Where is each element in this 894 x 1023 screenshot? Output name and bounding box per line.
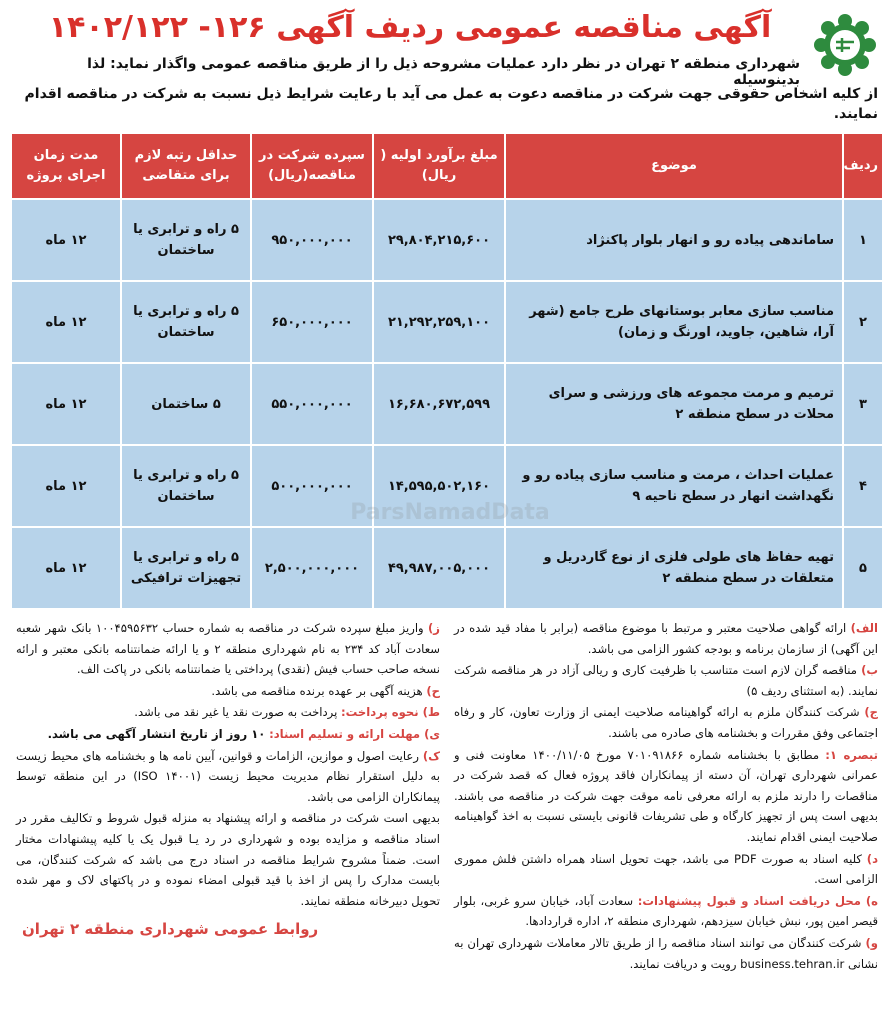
header-duration: مدت زمان اجرای پروژه bbox=[11, 133, 121, 199]
condition-label: ح) bbox=[426, 683, 440, 698]
condition-text: هزینه آگهی بر عهده برنده مناقصه می باشد. bbox=[211, 683, 423, 698]
row-deposit: ۹۵۰,۰۰۰,۰۰۰ bbox=[251, 199, 373, 281]
footer-signature: روابط عمومی شهرداری منطقه ۲ تهران bbox=[22, 920, 319, 939]
condition-text: کلیه اسناد به صورت PDF می باشد، جهت تحویل اسناد همراه داشتن فلش مموری الزامی است. bbox=[454, 851, 878, 887]
row-amount: ۱۶,۶۸۰,۶۷۲,۵۹۹ bbox=[373, 363, 505, 445]
row-subject: ترمیم و مرمت مجموعه های ورزشی و سرای محلات در سطح منطقه ۲ bbox=[505, 363, 843, 445]
row-deposit: ۲,۵۰۰,۰۰۰,۰۰۰ bbox=[251, 527, 373, 609]
row-duration: ۱۲ ماه bbox=[11, 363, 121, 445]
table-header-row bbox=[11, 133, 883, 199]
condition-text: شرکت کنندگان ملزم به ارائه گواهینامه صلاحیت ایمنی از وزارت تعاون، کار و رفاه اجتماعی وفق مقررات و بخشنامه های صادره می باشند. bbox=[454, 705, 878, 740]
row-subject: تهیه حفاظ های طولی فلزی از نوع گاردریل و متعلقات در سطح منطقه ۲ bbox=[505, 527, 843, 609]
row-rank: ۵ راه و ترابری یا ساختمان bbox=[121, 281, 251, 363]
condition-label: ج) bbox=[864, 705, 879, 720]
condition-text: ۱۰ روز از تاریخ انتشار آگهی می باشد. bbox=[47, 726, 266, 741]
condition-text: مناقصه گران لازم است متناسب با ظرفیت کاری و ریالی آزاد در هر مناقصه شرکت نمایند. (به استثنای ردیف ۵) bbox=[454, 663, 878, 698]
conditions-right-column bbox=[454, 618, 878, 975]
tehran-municipality-logo bbox=[812, 12, 878, 78]
row-subject: ساماندهی پیاده رو و انهار بلوار پاکنژاد bbox=[505, 199, 843, 281]
condition-item bbox=[16, 724, 440, 745]
intro-line-2: از کلیه اشخاص حقوقی جهت شرکت در مناقصه دعوت به عمل می آید با رعایت شرایط ذیل نسبت به شرکت در مناقصه اقدام نمایند. bbox=[24, 86, 878, 122]
condition-item bbox=[454, 745, 878, 848]
row-number: ۵ bbox=[843, 527, 883, 609]
condition-label: ک) bbox=[422, 748, 440, 763]
row-amount: ۱۴,۵۹۵,۵۰۲,۱۶۰ bbox=[373, 445, 505, 527]
intro-line-1: شهرداری منطقه ۲ تهران در نظر دارد عملیات مشروحه ذیل را از طریق مناقصه عمومی واگذار نماید: لذا بدینوسیله bbox=[87, 56, 800, 88]
condition-item bbox=[454, 933, 878, 974]
row-rank: ۵ راه و ترابری یا تجهیزات ترافیکی bbox=[121, 527, 251, 609]
table-row bbox=[11, 363, 883, 445]
header-rank: حداقل رتبه لازم برای متقاضی bbox=[121, 133, 251, 199]
condition-label: ط) نحوه پرداخت: bbox=[341, 705, 440, 720]
table-row bbox=[11, 527, 883, 609]
condition-label: د) bbox=[866, 851, 879, 866]
condition-text: رعایت اصول و موازین، الزامات و قوانین، آیین نامه ها و بخشنامه های محیط زیست به دلیل استقرار نظام مدیریت محیط زیست (ISO ۱۴۰۰۱) در این منطقه توسط پیمانکاران الزامی می باشد. bbox=[16, 748, 440, 804]
condition-label: و) bbox=[865, 935, 879, 950]
condition-label: ب) bbox=[861, 663, 879, 678]
conditions bbox=[10, 618, 884, 975]
condition-text: شرکت کنندگان می توانند اسناد مناقصه را از طریق تالار معاملات شهرداری تهران به نشانی business.tehran.ir رویت و دریافت نمایند. bbox=[454, 935, 878, 971]
condition-label: ز) bbox=[428, 621, 440, 635]
row-duration: ۱۲ ماه bbox=[11, 527, 121, 609]
row-duration: ۱۲ ماه bbox=[11, 281, 121, 363]
header-row-number: ردیف bbox=[843, 133, 883, 199]
row-number: ۴ bbox=[843, 445, 883, 527]
row-deposit: ۵۰۰,۰۰۰,۰۰۰ bbox=[251, 445, 373, 527]
row-rank: ۵ راه و ترابری یا ساختمان bbox=[121, 199, 251, 281]
row-subject: عملیات احداث ، مرمت و مناسب سازی پیاده رو و نگهداشت انهار در سطح ناحیه ۹ bbox=[505, 445, 843, 527]
header-subject: موضوع bbox=[505, 133, 843, 199]
row-duration: ۱۲ ماه bbox=[11, 199, 121, 281]
condition-label: ی) مهلت ارائه و تسلیم اسناد: bbox=[269, 726, 440, 741]
row-duration: ۱۲ ماه bbox=[11, 445, 121, 527]
condition-text: واریز مبلغ سپرده شرکت در مناقصه به شماره حساب ۱۰۰۴۵۹۵۶۳۲ بانک شهر شعبه سعادت آباد کد ۲۳۴ به نام شهرداری منطقه ۲ و یا ارائه ضمانتنامه بانکی معتبر و ارائه نسخه صاحب حساب فیش (نقدی) پرداختی یا ضمانتنامه بانکی در پاکت الف. bbox=[16, 621, 440, 677]
condition-label: ه) محل دریافت اسناد و قبول پیشنهادات: bbox=[637, 893, 878, 908]
row-amount: ۲۹,۸۰۴,۲۱۵,۶۰۰ bbox=[373, 199, 505, 281]
conditions-left-column bbox=[16, 618, 440, 975]
condition-item bbox=[16, 746, 440, 808]
table-row bbox=[11, 199, 883, 281]
header-amount: مبلغ برآورد اولیه ( ریال) bbox=[373, 133, 505, 199]
condition-text: ارائه گواهی صلاحیت معتبر و مرتبط با موضوع مناقصه (برابر با مفاد قید شده در این آگهی) از سازمان برنامه و بودجه کشور الزامی می باشد. bbox=[454, 621, 878, 656]
condition-text: پرداخت به صورت نقد یا غیر نقد می باشد. bbox=[134, 705, 338, 720]
condition-text: بدیهی است شرکت در مناقصه و ارائه پیشنهاد به منزله قبول شروط و تکالیف مقرر در اسناد مناقصه و مزایده بوده و شهرداری در رد یـا قبول یک یا کلیه پیشنهادات مختار است. ضمناً مشروح شرایط مناقصه در اسناد درج می باشد که شرکت کنندگان، می بایست مدارک را پس از اخذ با قید قبولی امضاء نموده و در پاکتهای لاک و مهر شده تحویل دبیرخانه منطقه نمایند. bbox=[16, 811, 440, 908]
row-rank: ۵ ساختمان bbox=[121, 363, 251, 445]
header bbox=[10, 8, 884, 88]
condition-item bbox=[454, 618, 878, 659]
condition-item bbox=[16, 808, 440, 911]
row-deposit: ۵۵۰,۰۰۰,۰۰۰ bbox=[251, 363, 373, 445]
notice-title: آگهی مناقصه عمومی ردیف آگهی ۱۲۶- ۱۴۰۲/۱۲۲ bbox=[48, 10, 772, 45]
row-number: ۳ bbox=[843, 363, 883, 445]
row-deposit: ۶۵۰,۰۰۰,۰۰۰ bbox=[251, 281, 373, 363]
condition-text: مطابق با بخشنامه شماره ۷۰۱۰۹۱۸۶۶ مورخ ۱۴۰۰/۱۱/۰۵ معاونت فنی و عمرانی شهرداری تهران، آن دسته از پیمانکاران فاقد پروژه فعال که قصد شرکت در مناقصات را دارند ملزم به ارائه معرفی نامه موقت جهت شرکت در مناقصه می باشند. بدیهی است پس از تجهیز کارگاه و طی تشریفات قانونی بایستی نسبت به اخذ گواهینامه صلاحیت ایمنی اقدام نمایند. bbox=[454, 747, 878, 844]
condition-item bbox=[16, 618, 440, 680]
header-deposit: سپرده شرکت در مناقصه(ریال) bbox=[251, 133, 373, 199]
row-rank: ۵ راه و ترابری یا ساختمان bbox=[121, 445, 251, 527]
table-row bbox=[11, 281, 883, 363]
condition-item bbox=[16, 681, 440, 702]
table-row bbox=[11, 445, 883, 527]
condition-text: سعادت آباد، خیابان سرو غربی، بلوار قیصر امین پور، نبش خیابان سیزدهم، شهرداری منطقه ۲، اداره قراردادها. bbox=[454, 893, 878, 929]
row-number: ۱ bbox=[843, 199, 883, 281]
condition-item bbox=[454, 702, 878, 743]
row-subject: مناسب سازی معابر بوستانهای طرح جامع (شهر آرا، شاهین، جاوید، اورنگ و زمان) bbox=[505, 281, 843, 363]
condition-item bbox=[16, 702, 440, 723]
condition-item bbox=[454, 660, 878, 701]
condition-label: تبصره ۱: bbox=[825, 747, 879, 762]
condition-item bbox=[454, 891, 878, 932]
condition-label: الف) bbox=[850, 621, 878, 635]
tender-table bbox=[10, 132, 884, 610]
condition-item bbox=[454, 849, 878, 890]
row-amount: ۴۹,۹۸۷,۰۰۵,۰۰۰ bbox=[373, 527, 505, 609]
row-number: ۲ bbox=[843, 281, 883, 363]
row-amount: ۲۱,۲۹۲,۲۵۹,۱۰۰ bbox=[373, 281, 505, 363]
